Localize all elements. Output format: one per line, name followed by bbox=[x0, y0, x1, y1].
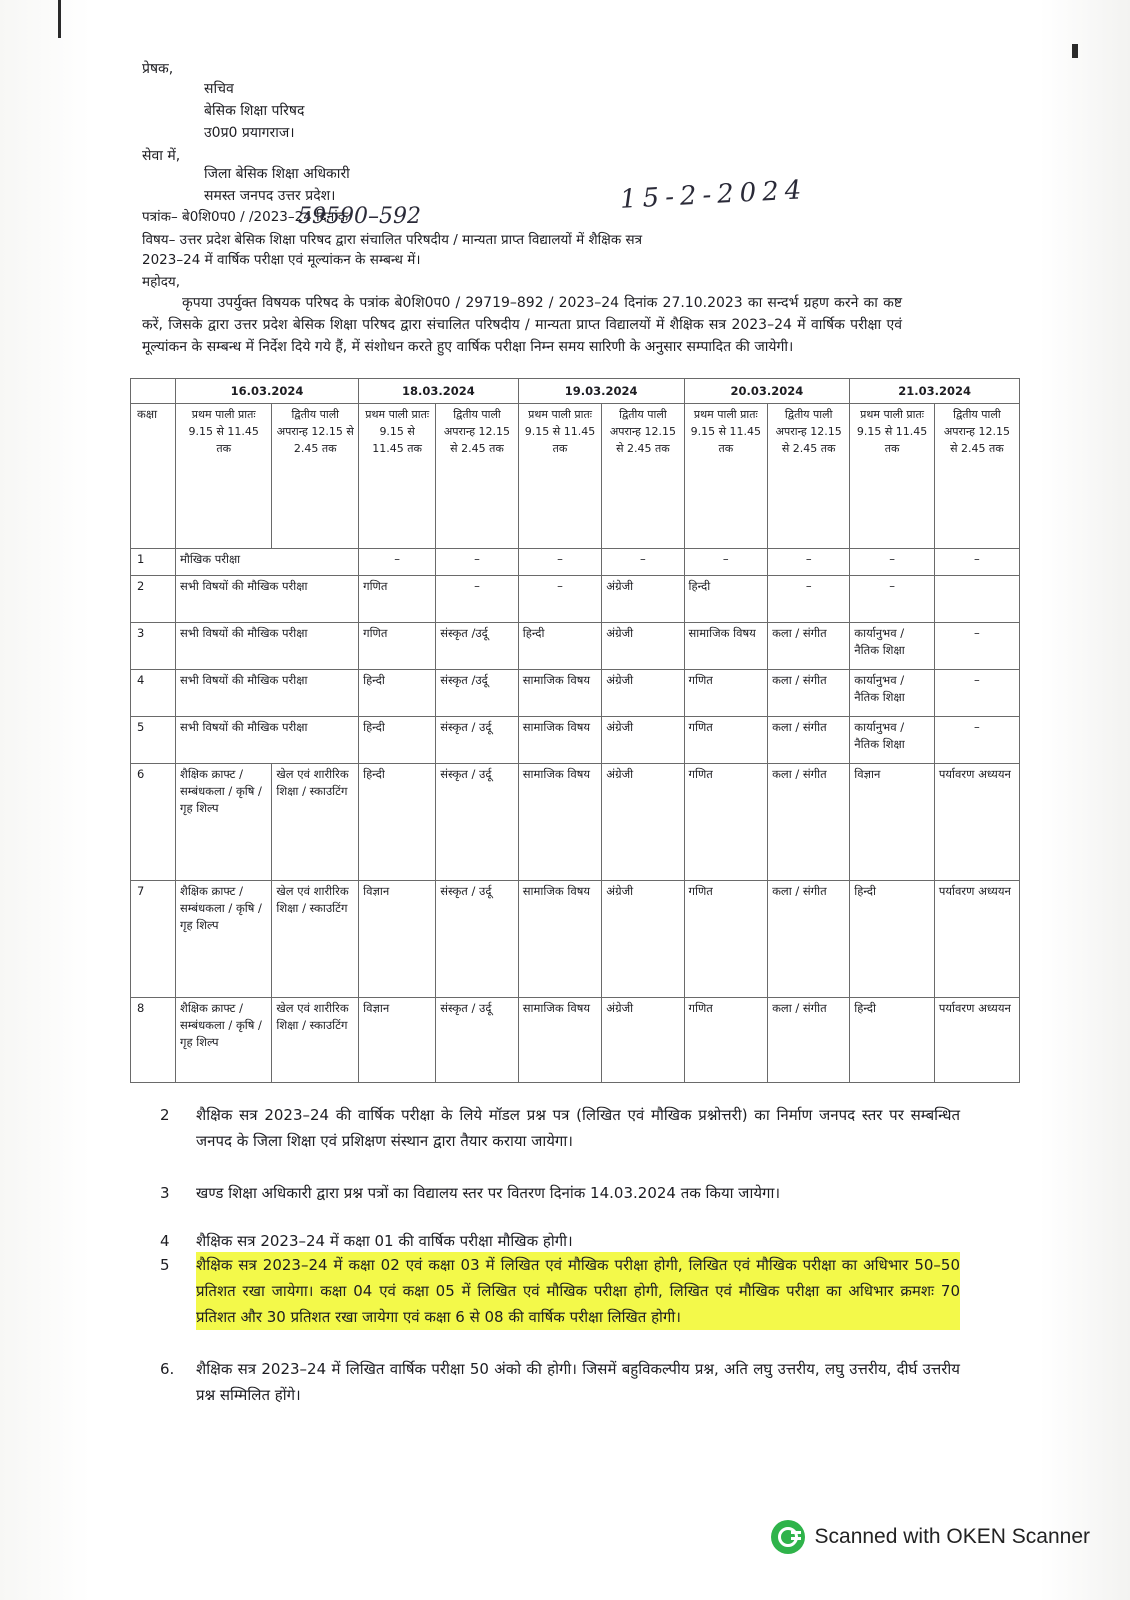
subject-cell: खेल एवं शारीरिक शिक्षा / स्काउटिंग bbox=[272, 998, 359, 1083]
subject-cell: गणित bbox=[684, 717, 768, 764]
schedule-body bbox=[131, 549, 1020, 1083]
subject-cell: कला / संगीत bbox=[768, 623, 850, 670]
scan-edge-mark bbox=[58, 0, 61, 38]
subject-cell: गणित bbox=[359, 576, 436, 623]
subject-cell: अंग्रेजी bbox=[602, 717, 684, 764]
point-item bbox=[160, 1356, 960, 1408]
subject-cell: कला / संगीत bbox=[768, 998, 850, 1083]
body-paragraph: कृपया उपर्युक्त विषयक परिषद के पत्रांक बे0शि0प0 / 29719–892 / 2023–24 दिनांक 27.10.2023 का सन्दर्भ ग्रहण करने का कष्ट करें, जिसके द्वारा उत्तर प्रदेश बेसिक शिक्षा परिषद द्वारा संचालित परिषदीय / मान्यता प्राप्त विद्यालयों में शैक्षिक सत्र 2023–24 में वार्षिक परीक्षा एवं मूल्यांकन के सम्बन्ध में निर्देश दिये गये हैं, में संशोधन करते हुए वार्षिक परीक्षा निम्न समय सारिणी के अनुसार सम्पादित की जायेगी। bbox=[142, 295, 902, 355]
subject-cell: सामाजिक विषय bbox=[518, 764, 602, 881]
point-number: 2 bbox=[160, 1106, 170, 1124]
class-number-cell: 6 bbox=[131, 764, 176, 881]
subject-cell: हिन्दी bbox=[684, 576, 768, 623]
subject-line: विषय– उत्तर प्रदेश बेसिक शिक्षा परिषद द्वारा संचालित परिषदीय / मान्यता प्राप्त विद्यालयों में शैक्षिक सत्र bbox=[142, 232, 643, 248]
reference-line: पत्रांक– बे0शि0प0 / /2023–24 दिनांक bbox=[142, 209, 349, 225]
subject-cell: सामाजिक विषय bbox=[518, 670, 602, 717]
point-item bbox=[160, 1228, 960, 1254]
subject-cell: सभी विषयों की मौखिक परीक्षा bbox=[176, 717, 359, 764]
subject-cell: विज्ञान bbox=[359, 998, 436, 1083]
class-column-header: कक्षा bbox=[131, 404, 176, 549]
point-text: शैक्षिक सत्र 2023–24 की वार्षिक परीक्षा के लिये मॉडल प्रश्न पत्र (लिखित एवं मौखिक प्रश्नोत्तरी) का निर्माण जनपद स्तर पर सम्बन्धित जनपद के जिला शिक्षा एवं प्रशिक्षण संस्थान द्वारा तैयार कराया जायेगा। bbox=[196, 1106, 960, 1150]
subject-cell: शैक्षिक क्राफ्ट / सम्बंधकला / कृषि / गृह शिल्प bbox=[176, 998, 272, 1083]
subject-cell: कार्यानुभव / नैतिक शिक्षा bbox=[850, 717, 935, 764]
subject-cell: कार्यानुभव / नैतिक शिक्षा bbox=[850, 623, 935, 670]
subject-cell: – bbox=[934, 623, 1019, 670]
subject-cell: कला / संगीत bbox=[768, 670, 850, 717]
shift-header: द्वितीय पाली अपरान्ह 12.15 से 2.45 तक bbox=[602, 404, 684, 549]
handwritten-ref-number: 59590–592 bbox=[298, 204, 421, 229]
subject-cell: – bbox=[602, 549, 684, 576]
sender-block bbox=[204, 78, 304, 144]
recipient-line: जिला बेसिक शिक्षा अधिकारी bbox=[204, 166, 350, 182]
subject-cell: – bbox=[359, 549, 436, 576]
shift-header: प्रथम पाली प्रातः 9.15 से 11.45 तक bbox=[850, 404, 935, 549]
scanner-watermark bbox=[771, 1520, 1090, 1554]
subject-cell: हिन्दी bbox=[518, 623, 602, 670]
subject-cell: गणित bbox=[684, 998, 768, 1083]
shift-header: द्वितीय पाली अपरान्ह 12.15 से 2.45 तक bbox=[436, 404, 519, 549]
schedule-row bbox=[131, 623, 1020, 670]
scanner-label: Scanned with OKEN Scanner bbox=[814, 1525, 1090, 1548]
subject-cell: – bbox=[436, 576, 519, 623]
subject-cell: शैक्षिक क्राफ्ट / सम्बंधकला / कृषि / गृह शिल्प bbox=[176, 881, 272, 998]
subject-cell: संस्कृत /उर्दू bbox=[436, 623, 519, 670]
subject-cell: – bbox=[436, 549, 519, 576]
subject-cell: अंग्रेजी bbox=[602, 576, 684, 623]
subject-cell: – bbox=[518, 576, 602, 623]
subject-cell: – bbox=[934, 549, 1019, 576]
subject-cell: अंग्रेजी bbox=[602, 764, 684, 881]
subject-cell: विज्ञान bbox=[359, 881, 436, 998]
subject-cell: – bbox=[684, 549, 768, 576]
subject-cell: – bbox=[518, 549, 602, 576]
subject-cell: खेल एवं शारीरिक शिक्षा / स्काउटिंग bbox=[272, 881, 359, 998]
subject-cell: पर्यावरण अध्ययन bbox=[934, 998, 1019, 1083]
schedule-row bbox=[131, 881, 1020, 998]
subject-cell: – bbox=[850, 549, 935, 576]
subject-cell: अंग्रेजी bbox=[602, 623, 684, 670]
point-number: 6. bbox=[160, 1360, 175, 1378]
sender-line: उ0प्र0 प्रयागराज। bbox=[204, 125, 295, 141]
schedule-row bbox=[131, 549, 1020, 576]
subject-cell: सभी विषयों की मौखिक परीक्षा bbox=[176, 670, 359, 717]
schedule-row bbox=[131, 764, 1020, 881]
subject-cell: गणित bbox=[684, 670, 768, 717]
class-column-header bbox=[131, 379, 176, 404]
class-number-cell: 1 bbox=[131, 549, 176, 576]
shift-header: प्रथम पाली प्रातः 9.15 से 11.45 तक bbox=[176, 404, 272, 549]
date-header: 19.03.2024 bbox=[518, 379, 684, 404]
date-header: 20.03.2024 bbox=[684, 379, 850, 404]
shift-header: प्रथम पाली प्रातः 9.15 से 11.45 तक bbox=[684, 404, 768, 549]
subject-cell: विज्ञान bbox=[850, 764, 935, 881]
date-header: 16.03.2024 bbox=[176, 379, 359, 404]
date-header: 21.03.2024 bbox=[850, 379, 1020, 404]
point-number: 5 bbox=[160, 1256, 170, 1274]
subject-cell: सभी विषयों की मौखिक परीक्षा bbox=[176, 576, 359, 623]
shift-header: द्वितीय पाली अपरान्ह 12.15 से 2.45 तक bbox=[934, 404, 1019, 549]
subject-cell: अंग्रेजी bbox=[602, 998, 684, 1083]
subject-cell: गणित bbox=[359, 623, 436, 670]
subject-cell: सामाजिक विषय bbox=[684, 623, 768, 670]
class-number-cell: 2 bbox=[131, 576, 176, 623]
to-label: सेवा में, bbox=[142, 148, 181, 164]
subject-cell: – bbox=[768, 576, 850, 623]
subject-cell: शैक्षिक क्राफ्ट / सम्बंधकला / कृषि / गृह शिल्प bbox=[176, 764, 272, 881]
subject-cell: कला / संगीत bbox=[768, 764, 850, 881]
subject-cell: गणित bbox=[684, 764, 768, 881]
point-item bbox=[160, 1180, 960, 1232]
sender-line: बेसिक शिक्षा परिषद bbox=[204, 103, 305, 119]
subject-cell: हिन्दी bbox=[850, 881, 935, 998]
subject-cell: – bbox=[768, 549, 850, 576]
point-text: शैक्षिक सत्र 2023–24 में कक्षा 01 की वार्षिक परीक्षा मौखिक होगी। bbox=[196, 1232, 573, 1250]
subject-cell: कार्यानुभव / नैतिक शिक्षा bbox=[850, 670, 935, 717]
schedule-row bbox=[131, 576, 1020, 623]
subject-cell: अंग्रेजी bbox=[602, 670, 684, 717]
point-text: खण्ड शिक्षा अधिकारी द्वारा प्रश्न पत्रों का विद्यालय स्तर पर वितरण दिनांक 14.03.2024 तक किया जायेगा। bbox=[196, 1184, 781, 1202]
oken-logo-icon bbox=[771, 1520, 805, 1554]
subject-cell: संस्कृत / उर्दू bbox=[436, 998, 519, 1083]
subject-cell: मौखिक परीक्षा bbox=[176, 549, 359, 576]
subject-cell: पर्यावरण अध्ययन bbox=[934, 764, 1019, 881]
shift-header: द्वितीय पाली अपरान्ह 12.15 से 2.45 तक bbox=[768, 404, 850, 549]
subject-cell: हिन्दी bbox=[850, 998, 935, 1083]
subject-line: 2023–24 में वार्षिक परीक्षा एवं मूल्यांकन के सम्बन्ध में। bbox=[142, 252, 421, 268]
exam-schedule-table bbox=[130, 378, 1020, 1083]
subject-cell: – bbox=[934, 717, 1019, 764]
subject-cell: हिन्दी bbox=[359, 670, 436, 717]
subject-cell: संस्कृत / उर्दू bbox=[436, 881, 519, 998]
class-number-cell: 4 bbox=[131, 670, 176, 717]
point-text: शैक्षिक सत्र 2023–24 में लिखित वार्षिक परीक्षा 50 अंको की होगी। जिसमें बहुविकल्पीय प्रश्न, अति लघु उत्तरीय, लघु उत्तरीय, दीर्घ उत्तरीय प्रश्न सम्मिलित होंगे। bbox=[196, 1360, 960, 1404]
schedule-row bbox=[131, 717, 1020, 764]
highlighted-point-text: शैक्षिक सत्र 2023–24 में कक्षा 02 एवं कक्षा 03 में लिखित एवं मौखिक परीक्षा होगी, लिखित एवं मौखिक परीक्षा का अधिभार 50–50 प्रतिशत रखा जायेगा। कक्षा 04 एवं कक्षा 05 में लिखित एवं मौखिक परीक्षा होगी, लिखित एवं मौखिक परीक्षा का अधिभार क्रमशः 70 प्रतिशत और 30 प्रतिशत रखा जायेगा एवं कक्षा 6 से 08 की वार्षिक परीक्षा लिखित होगी। bbox=[196, 1252, 960, 1330]
class-number-cell: 8 bbox=[131, 998, 176, 1083]
recipient-block bbox=[204, 163, 350, 207]
subject-cell: सभी विषयों की मौखिक परीक्षा bbox=[176, 623, 359, 670]
subject-cell: संस्कृत / उर्दू bbox=[436, 717, 519, 764]
point-item bbox=[160, 1252, 960, 1356]
point-number: 4 bbox=[160, 1232, 170, 1250]
subject-cell: सामाजिक विषय bbox=[518, 881, 602, 998]
class-number-cell: 3 bbox=[131, 623, 176, 670]
subject-cell: खेल एवं शारीरिक शिक्षा / स्काउटिंग bbox=[272, 764, 359, 881]
subject-cell: सामाजिक विषय bbox=[518, 717, 602, 764]
subject-cell: संस्कृत /उर्दू bbox=[436, 670, 519, 717]
sender-label: प्रेषक, bbox=[142, 61, 174, 77]
subject-cell bbox=[934, 576, 1019, 623]
class-number-cell: 5 bbox=[131, 717, 176, 764]
shift-header: प्रथम पाली प्रातः 9.15 से 11.45 तक bbox=[518, 404, 602, 549]
class-number-cell: 7 bbox=[131, 881, 176, 998]
schedule-row bbox=[131, 998, 1020, 1083]
shift-header-row bbox=[131, 404, 1020, 549]
subject-cell: कला / संगीत bbox=[768, 881, 850, 998]
subject-cell: हिन्दी bbox=[359, 764, 436, 881]
subject-cell: – bbox=[850, 576, 935, 623]
scan-edge-mark bbox=[1072, 44, 1078, 58]
sender-line: सचिव bbox=[204, 81, 234, 97]
recipient-line: समस्त जनपद उत्तर प्रदेश। bbox=[204, 188, 336, 204]
subject-cell: अंग्रेजी bbox=[602, 881, 684, 998]
subject-cell: सामाजिक विषय bbox=[518, 998, 602, 1083]
shift-header: द्वितीय पाली अपरान्ह 12.15 से 2.45 तक bbox=[272, 404, 359, 549]
date-header-row bbox=[131, 379, 1020, 404]
subject-cell: संस्कृत / उर्दू bbox=[436, 764, 519, 881]
subject-cell: हिन्दी bbox=[359, 717, 436, 764]
schedule-row bbox=[131, 670, 1020, 717]
subject-cell: गणित bbox=[684, 881, 768, 998]
subject-cell: पर्यावरण अध्ययन bbox=[934, 881, 1019, 998]
handwritten-date: 15-2-2024 bbox=[619, 175, 809, 215]
point-number: 3 bbox=[160, 1184, 170, 1202]
subject-cell: – bbox=[934, 670, 1019, 717]
shift-header: प्रथम पाली प्रातः 9.15 से 11.45 तक bbox=[359, 404, 436, 549]
subject-cell: कला / संगीत bbox=[768, 717, 850, 764]
date-header: 18.03.2024 bbox=[359, 379, 519, 404]
salutation: महोदय, bbox=[142, 274, 181, 290]
point-item bbox=[160, 1102, 960, 1180]
